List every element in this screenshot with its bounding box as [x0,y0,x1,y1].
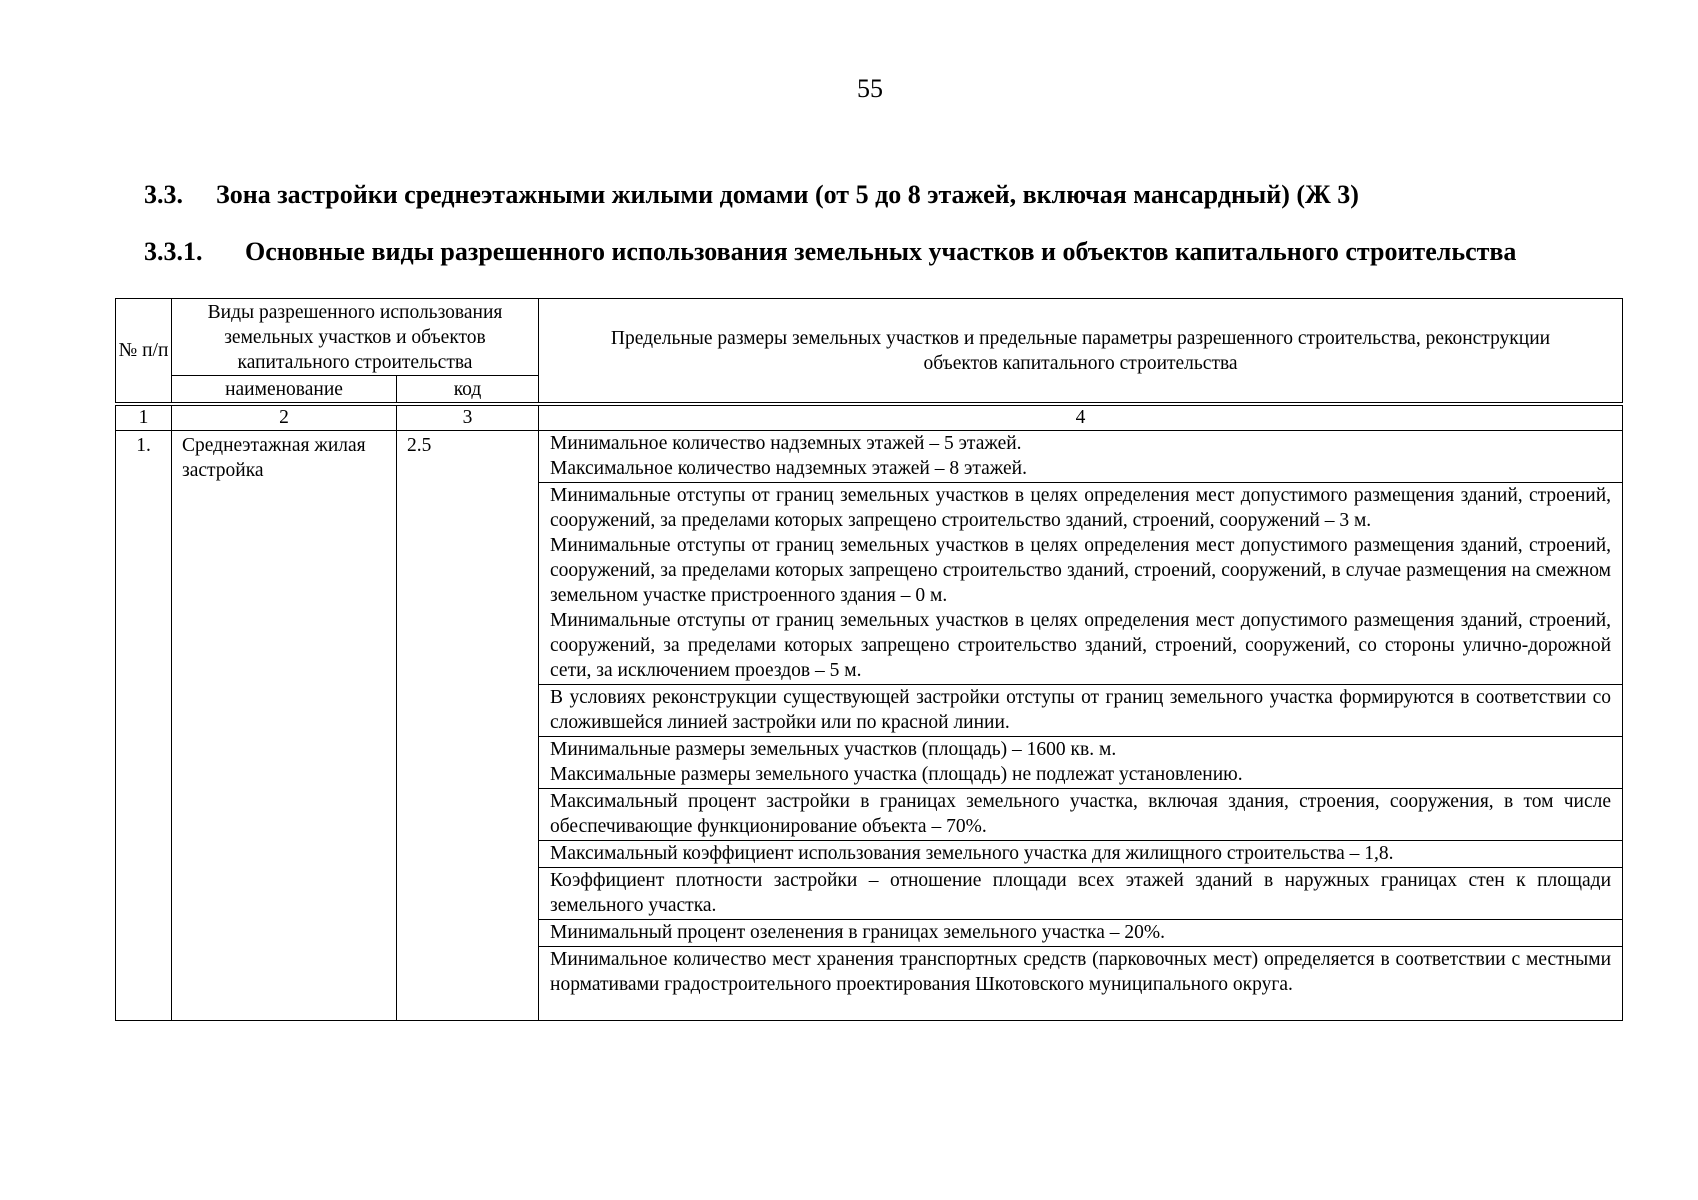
parameter-block-floors [539,431,1622,482]
header-limits: Предельные размеры земельных участков и предельные параметры разрешенного строительства, реконструкции объектов капитального строительства [539,299,1623,403]
row-number: 1. [116,431,172,1021]
parameter-block-plot-size [539,736,1622,788]
header-code: код [397,376,539,403]
column-number: 2 [172,406,397,431]
parameter-block-density [539,867,1622,919]
header-name: наименование [172,376,397,403]
parameter-text: В условиях реконструкции существующей застройки отступы от границ земельного участка формируются в соответствии со сложившейся линией застройки или по красной линии. [550,687,1612,733]
parameter-text: Максимальный процент застройки в границах земельного участка, включая здания, строения, сооружения, в том числе обеспечивающие функционирование объекта – 70%. [550,791,1612,837]
parameter-text: Максимальное количество надземных этажей – 8 этажей. [550,458,1027,479]
subsection-title: Основные виды разрешенного использования земельных участков и объектов капитального строительства [245,237,1517,266]
parameter-text: Минимальные отступы от границ земельных участков в целях определения мест допустимого размещения зданий, строений, сооружений, за пределами которых запрещено строительство зданий, строений, сооружений – 3 м. [550,485,1612,531]
parameter-text: Минимальные отступы от границ земельных участков в целях определения мест допустимого размещения зданий, строений, сооружений, за пределами которых запрещено строительство зданий, строений, сооружений, в случае размещения на смежном земельном участке пристроенного здания – 0 м. [550,535,1612,606]
column-number: 4 [539,406,1623,431]
section-heading [144,180,1359,210]
header-kinds: Виды разрешенного использования земельных участков и объектов капитального строительства [172,299,539,376]
section-title: Зона застройки среднеэтажными жилыми домами (от 5 до 8 этажей, включая мансардный) (Ж 3) [216,180,1359,209]
table-row [116,431,1623,1021]
parameter-text: Минимальный процент озеленения в границах земельного участка – 20%. [550,922,1166,943]
parameter-block-reconstruction [539,684,1622,736]
parameter-text: Максимальные размеры земельного участка (площадь) не подлежат установлению. [550,764,1243,785]
parameter-block-parking [539,946,1622,1020]
parameter-text: Коэффициент плотности застройки – отношение площади всех этажей зданий в наружных границах стен к площади земельного участка. [550,870,1612,916]
use-name: Среднеэтажная жилая застройка [172,431,397,1021]
column-number: 1 [116,406,172,431]
page-number: 55 [857,74,883,103]
section-number: 3.3. [144,180,183,209]
parameter-text: Минимальные размеры земельных участков (площадь) – 1600 кв. м. [550,739,1117,760]
table-header-row [116,299,1623,376]
parameter-block-coverage [539,788,1622,840]
column-numbers-row [116,406,1623,431]
subsection-number: 3.3.1. [144,237,203,266]
parameter-text: Минимальное количество надземных этажей – 5 этажей. [550,433,1022,454]
parameter-block-usage-ratio [539,840,1622,867]
header-number: № п/п [116,299,172,403]
parameter-text: Максимальный коэффициент использования земельного участка для жилищного строительства – 1,8. [550,843,1394,864]
parameter-text: Минимальное количество мест хранения транспортных средств (парковочных мест) определяется в соответствии с местными нормативами градостроительного проектирования Шкотовского муниципального округа. [550,949,1612,995]
parameter-text: Минимальные отступы от границ земельных участков в целях определения мест допустимого размещения зданий, строений, сооружений, за пределами которых запрещено строительство зданий, строений, сооружений, со стороны улично-дорожной сети, за исключением проездов – 5 м. [550,610,1612,681]
parameter-block-greenery [539,919,1622,946]
subsection-heading [144,236,1622,268]
use-code: 2.5 [397,431,539,1021]
parameters-cell [539,431,1623,1021]
parameter-block-setbacks [539,482,1622,684]
column-number: 3 [397,406,539,431]
land-use-table [115,298,1623,1021]
